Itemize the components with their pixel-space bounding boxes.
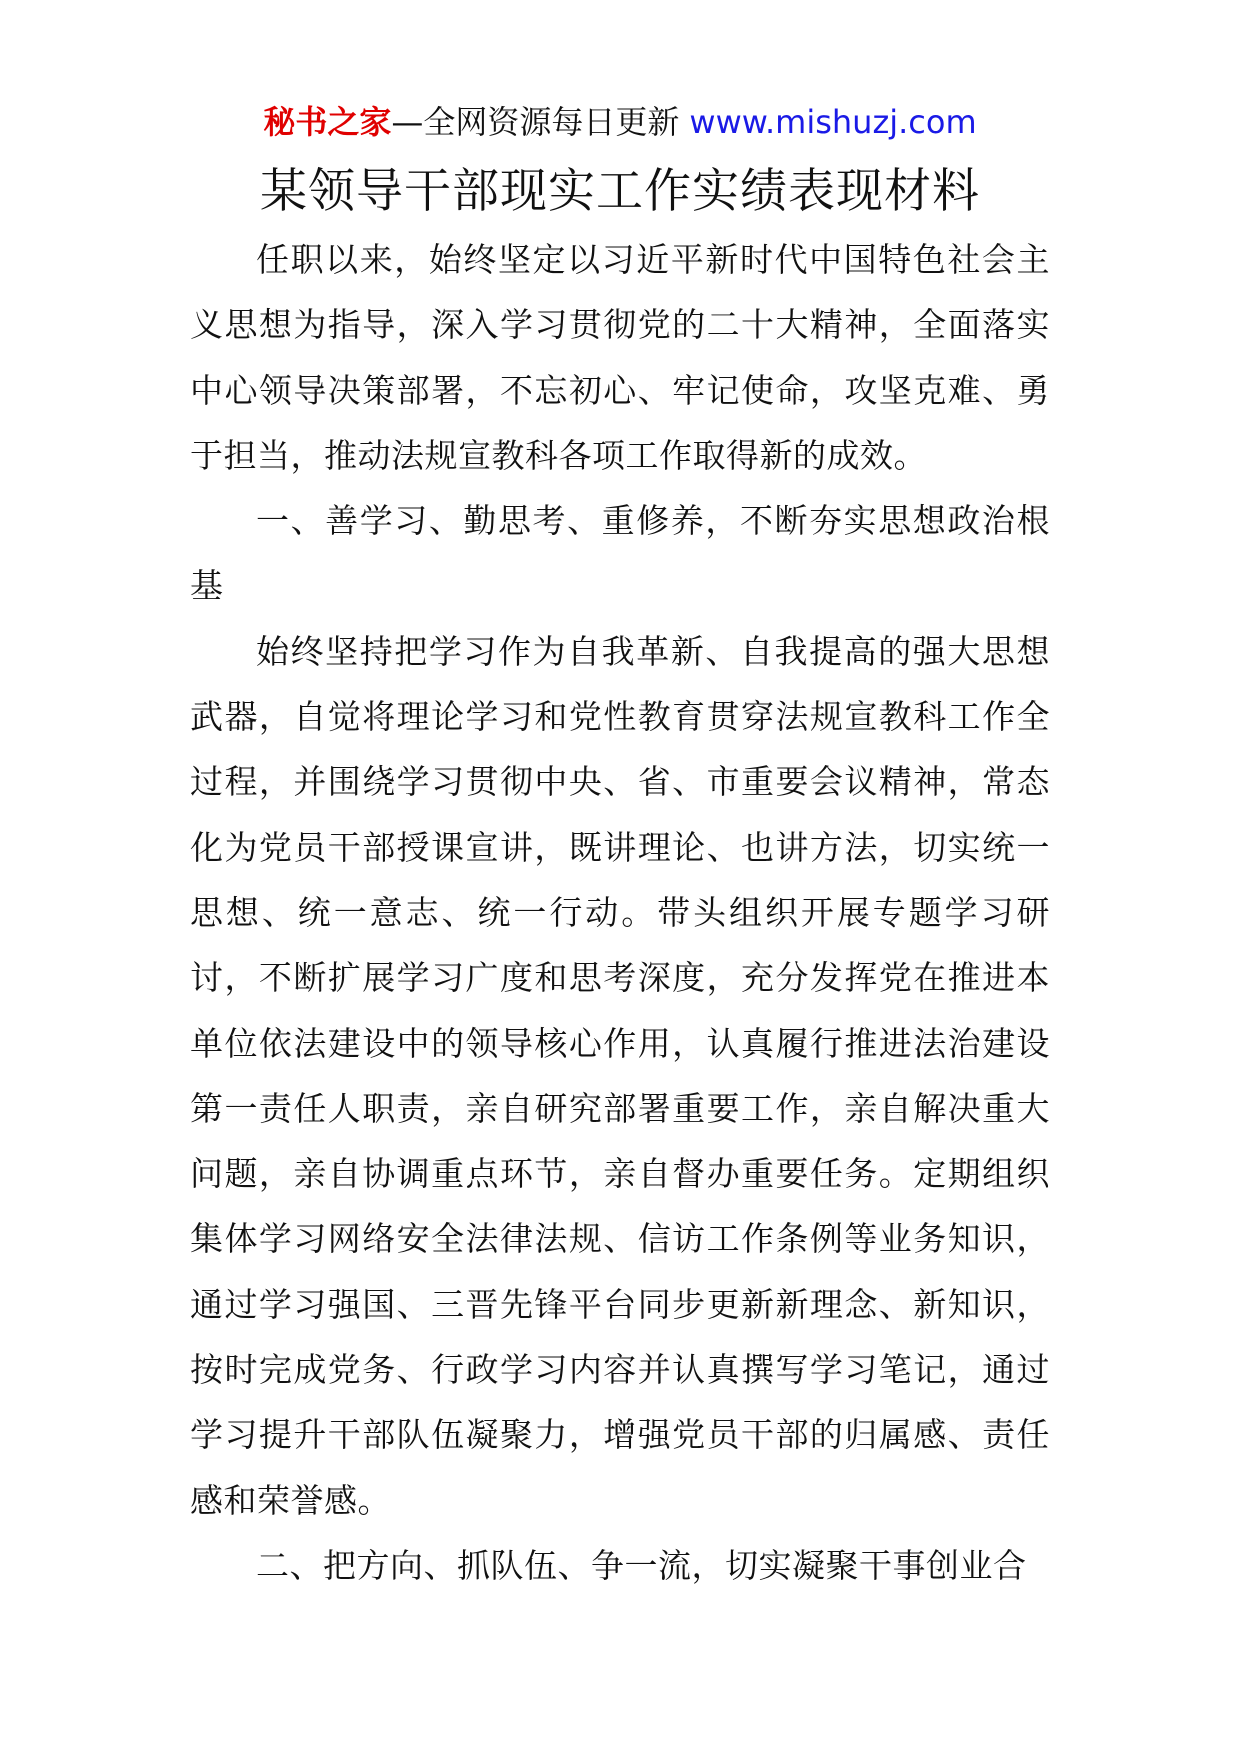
intro-paragraph: 任职以来，始终坚定以习近平新时代中国特色社会主义思想为指导，深入学习贯彻党的二十大精神，全面落实中心领导决策部署，不忘初心、牢记使命，攻坚克难、勇于担当，推动法规宣教科各项工作取得新的成效。 (190, 240, 1050, 475)
site-name: 秘书之家 (263, 103, 392, 141)
section-heading-2: 二、把方向、抓队伍、争一流，切实凝聚干事创业合 (256, 1545, 1027, 1585)
document-body (190, 227, 1050, 1598)
site-url-link[interactable]: www.mishuzj.com (689, 103, 977, 141)
document-title: 某领导干部现实工作实绩表现材料 (260, 164, 980, 219)
site-header (0, 100, 1240, 144)
section-heading-1: 一、善学习、勤思考、重修养，不断夯实思想政治根基 (190, 501, 1050, 606)
site-tagline: —全网资源每日更新 (391, 103, 680, 141)
section-1-paragraph: 始终坚持把学习作为自我革新、自我提高的强大思想武器，自觉将理论学习和党性教育贯穿法规宣教科工作全过程，并围绕学习贯彻中央、省、市重要会议精神，常态化为党员干部授课宣讲，既讲理论、也讲方法，切实统一思想、统一意志、统一行动。带头组织开展专题学习研讨，不断扩展学习广度和思考深度，充分发挥党在推进本单位依法建设中的领导核心作用，认真履行推进法治建设第一责任人职责，亲自研究部署重要工作，亲自解决重大问题，亲自协调重点环节，亲自督办重要任务。定期组织集体学习网络安全法律法规、信访工作条例等业务知识，通过学习强国、三晋先锋平台同步更新新理念、新知识，按时完成党务、行政学习内容并认真撰写学习笔记，通过学习提升干部队伍凝聚力，增强党员干部的归属感、责任感和荣誉感。 (190, 631, 1050, 1520)
